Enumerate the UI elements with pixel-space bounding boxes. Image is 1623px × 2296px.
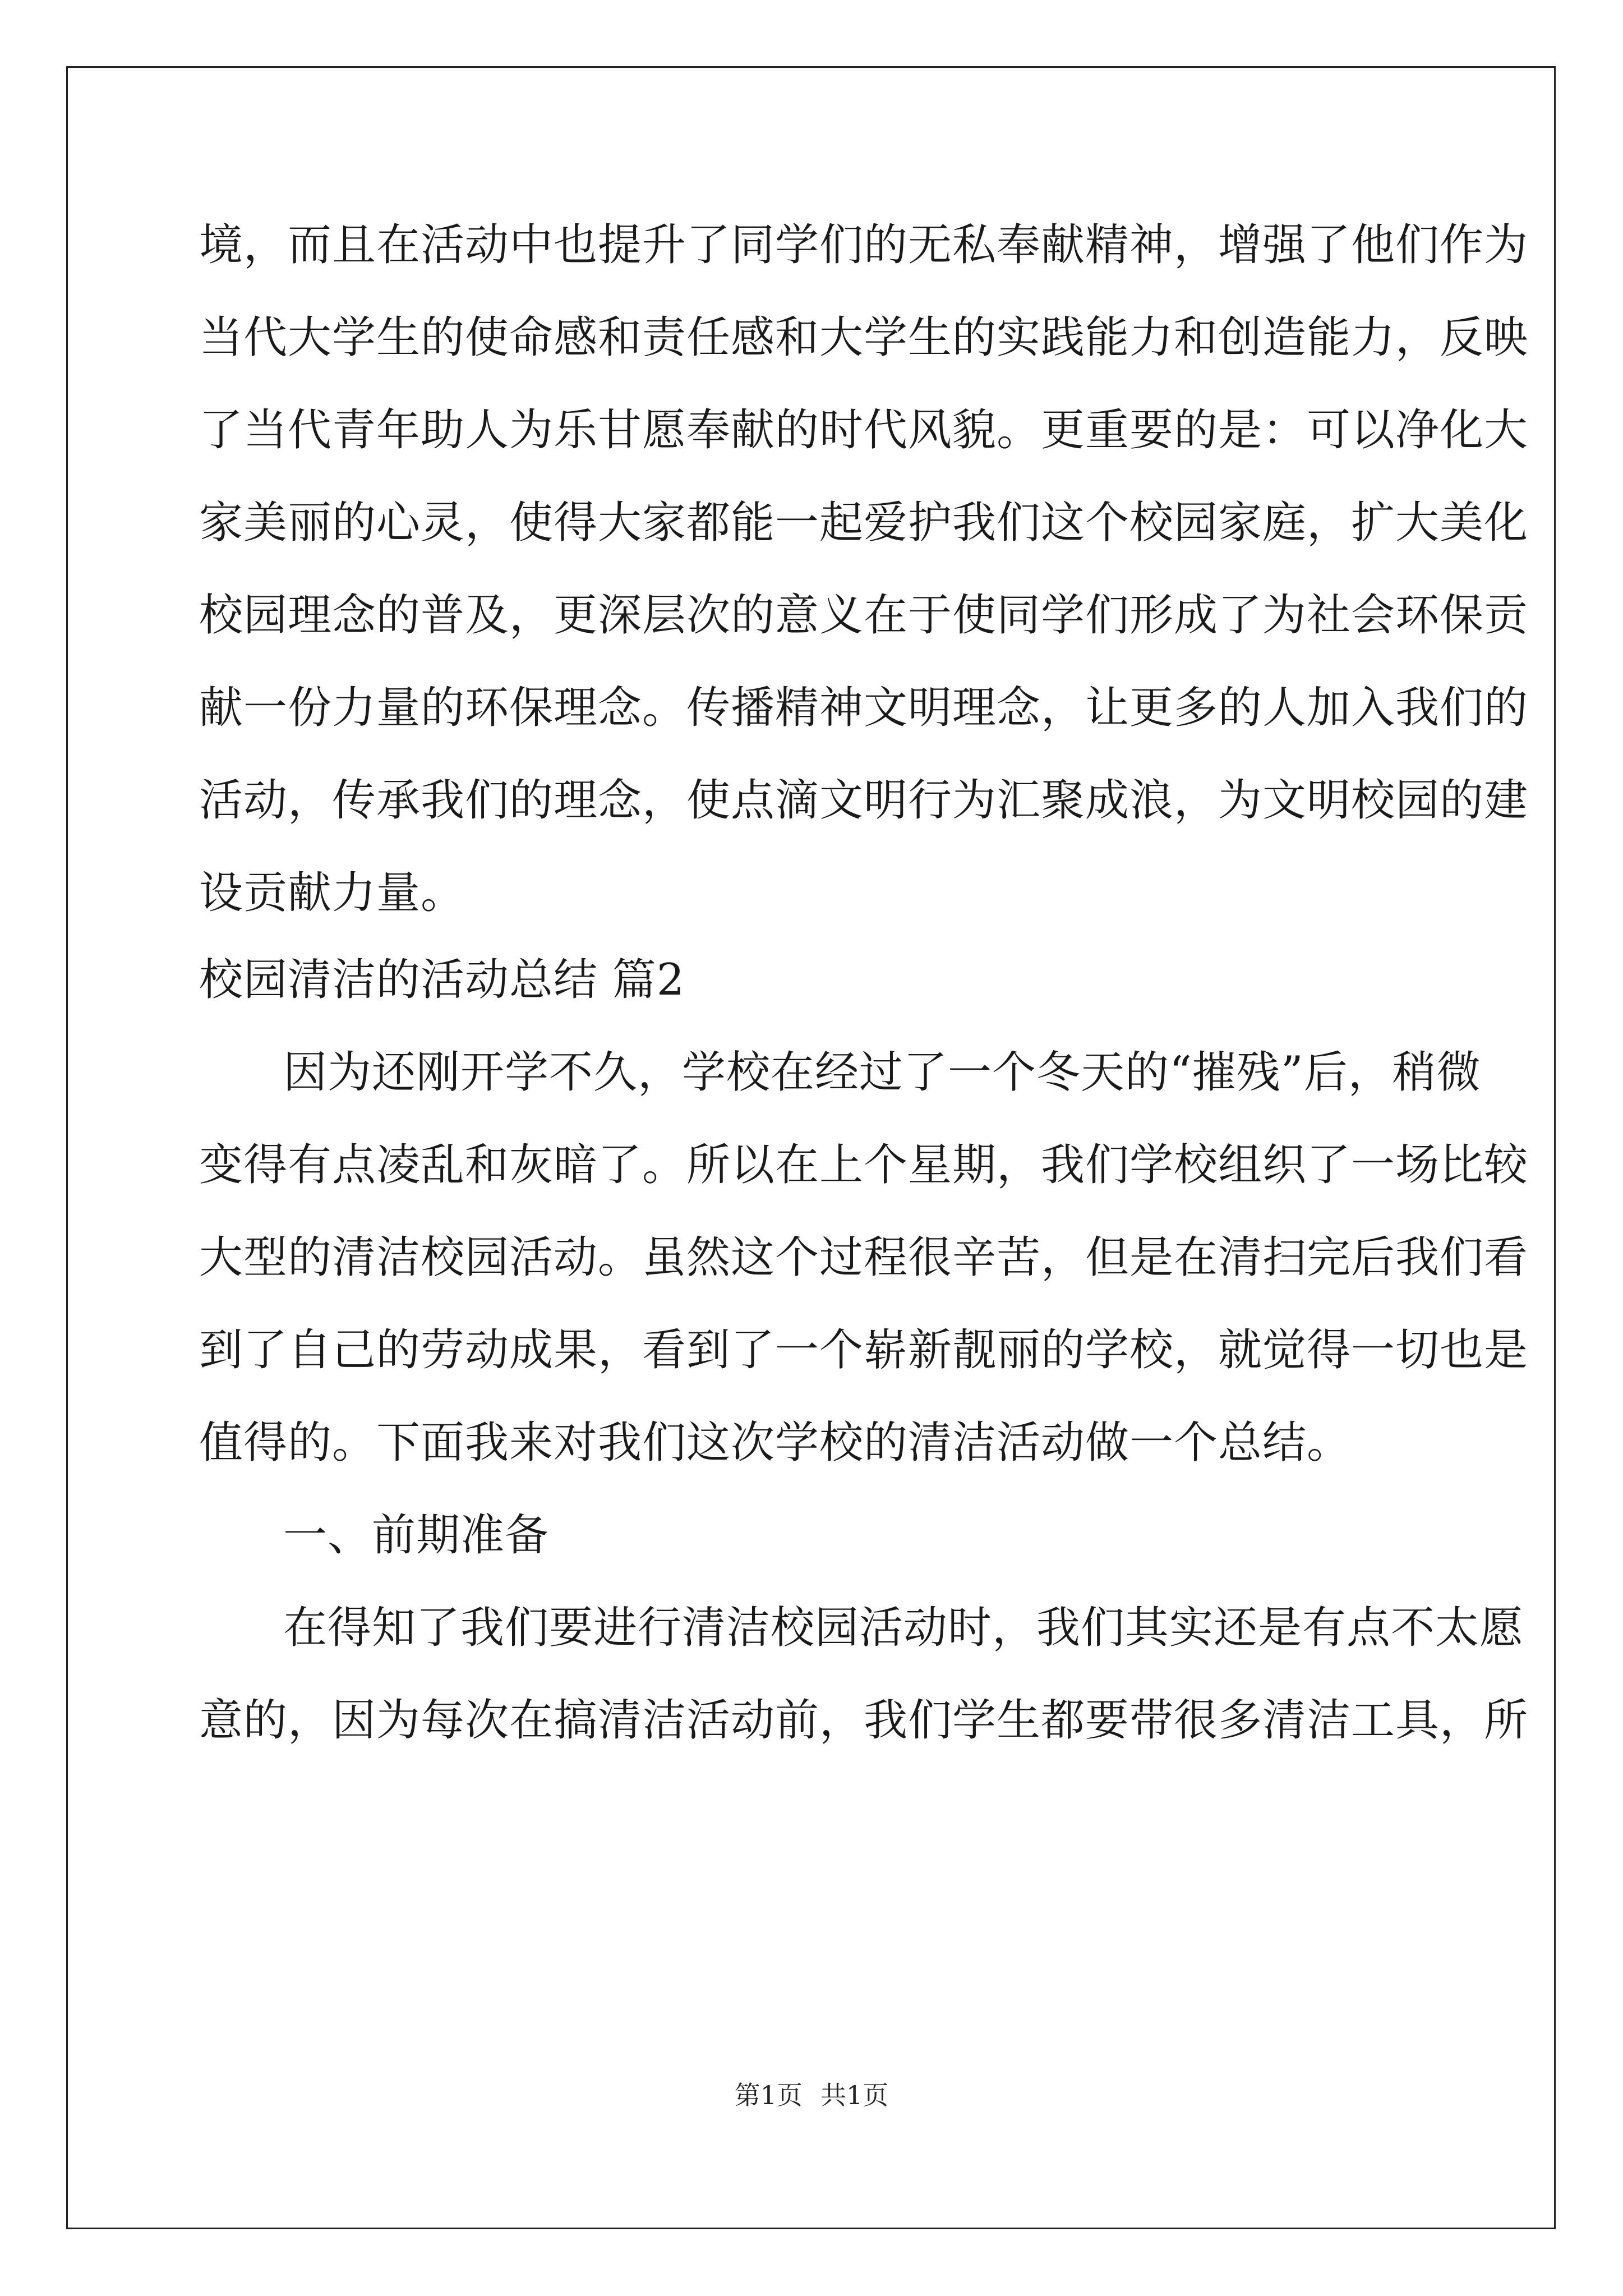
paragraph-line: 设贡献力量。	[199, 868, 465, 918]
paragraph-line: 大型的清洁校园活动。虽然这个过程很辛苦，但是在清扫完后我们看	[199, 1232, 1529, 1283]
section-title: 校园清洁的活动总结 篇2	[199, 955, 685, 1005]
paragraph-line: 校园理念的普及，更深层次的意义在于使同学们形成了为社会环保贡	[199, 590, 1529, 641]
paragraph-line: 了当代青年助人为乐甘愿奉献的时代风貌。更重要的是：可以净化大	[199, 405, 1529, 455]
page-footer	[0, 2078, 1623, 2112]
page-number-current: 第1页	[734, 2080, 803, 2110]
paragraph-line: 意的，因为每次在搞清洁活动前，我们学生都要带很多清洁工具，所	[199, 1695, 1529, 1746]
paragraph-line: 献一份力量的环保理念。传播精神文明理念，让更多的人加入我们的	[199, 683, 1529, 733]
paragraph-line: 活动，传承我们的理念，使点滴文明行为汇聚成浪，为文明校园的建	[199, 775, 1529, 826]
paragraph-line: 到了自己的劳动成果，看到了一个崭新靓丽的学校，就觉得一切也是	[199, 1325, 1529, 1375]
page-number-total: 共1页	[820, 2080, 889, 2110]
subheading: 一、前期准备	[283, 1510, 550, 1561]
paragraph-line: 家美丽的心灵，使得大家都能一起爱护我们这个校园家庭，扩大美化	[199, 498, 1529, 548]
paragraph-line: 在得知了我们要进行清洁校园活动时，我们其实还是有点不太愿	[283, 1603, 1524, 1653]
paragraph-line: 因为还刚开学不久，学校在经过了一个冬天的“摧残”后，稍微	[283, 1047, 1481, 1098]
paragraph-line: 值得的。下面我来对我们这次学校的清洁活动做一个总结。	[199, 1418, 1352, 1468]
paragraph-line: 当代大学生的使命感和责任感和大学生的实践能力和创造能力，反映	[199, 312, 1529, 363]
paragraph-line: 变得有点凌乱和灰暗了。所以在上个星期，我们学校组织了一场比较	[199, 1140, 1529, 1190]
paragraph-line: 境，而且在活动中也提升了同学们的无私奉献精神，增强了他们作为	[199, 220, 1529, 270]
